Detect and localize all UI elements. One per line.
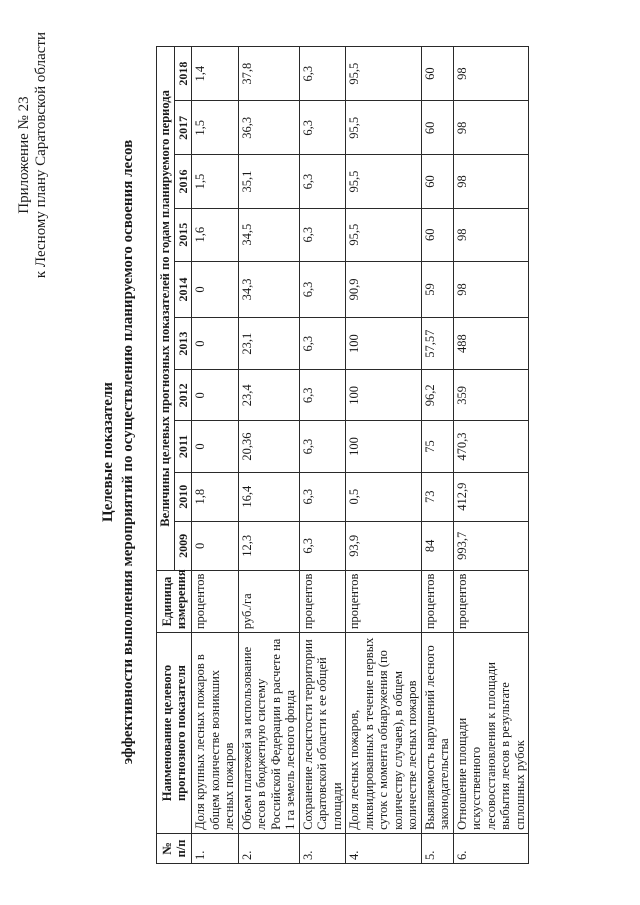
value-cell: 98	[453, 208, 529, 261]
value-cell: 98	[453, 261, 529, 317]
value-cell: 90,9	[346, 261, 422, 317]
value-cell: 359	[453, 370, 529, 421]
value-cell: 6,3	[299, 521, 346, 570]
value-cell: 60	[421, 155, 453, 208]
appendix-reference: к Лесному плану Саратовской области	[33, 32, 49, 279]
value-cell: 6,3	[299, 47, 346, 101]
row-number: 2.	[238, 833, 299, 863]
value-cell: 60	[421, 101, 453, 155]
value-cell: 73	[421, 472, 453, 521]
heading-subtitle: эффективности выполнения мероприятий по осуществлению планируемого освоения лесов	[120, 139, 136, 765]
value-cell: 412,9	[453, 472, 529, 521]
indicator-name: Доля крупных лесных пожаров в общем количестве возникших лесных пожаров	[192, 633, 239, 834]
value-cell: 6,3	[299, 318, 346, 370]
unit-cell: процентов	[346, 570, 422, 632]
table-row	[238, 47, 299, 864]
heading-title: Целевые показатели	[100, 382, 116, 522]
value-cell: 96,2	[421, 370, 453, 421]
value-cell: 57,57	[421, 318, 453, 370]
row-number: 5.	[421, 833, 453, 863]
value-cell: 6,3	[299, 472, 346, 521]
table-row	[192, 47, 239, 864]
value-cell: 60	[421, 47, 453, 101]
table-header-row	[157, 47, 175, 864]
appendix-note	[16, 32, 50, 278]
value-cell: 6,3	[299, 101, 346, 155]
header-number: № п/п	[157, 833, 192, 863]
value-cell: 98	[453, 155, 529, 208]
indicator-name: Выявляемость нарушений лесного законодательства	[421, 633, 453, 834]
value-cell: 0,5	[346, 472, 422, 521]
value-cell: 0	[192, 421, 239, 472]
unit-cell: процентов	[421, 570, 453, 632]
table-row	[346, 47, 422, 864]
value-cell: 100	[346, 318, 422, 370]
value-cell: 6,3	[299, 370, 346, 421]
table-row	[299, 47, 346, 864]
value-cell: 60	[421, 208, 453, 261]
value-cell: 470,3	[453, 421, 529, 472]
table-row	[421, 47, 453, 864]
header-year: 2018	[174, 47, 192, 101]
row-number: 1.	[192, 833, 239, 863]
value-cell: 84	[421, 521, 453, 570]
value-cell: 0	[192, 370, 239, 421]
header-year: 2013	[174, 318, 192, 370]
value-cell: 75	[421, 421, 453, 472]
value-cell: 95,5	[346, 101, 422, 155]
row-number: 4.	[346, 833, 422, 863]
value-cell: 35,1	[238, 155, 299, 208]
value-cell: 100	[346, 421, 422, 472]
table-row	[453, 47, 529, 864]
header-values-by-year: Величины целевых прогнозных показателей по годам планируемого периода	[157, 47, 175, 571]
value-cell: 488	[453, 318, 529, 370]
value-cell: 20,36	[238, 421, 299, 472]
header-year: 2011	[174, 421, 192, 472]
value-cell: 34,5	[238, 208, 299, 261]
value-cell: 95,5	[346, 208, 422, 261]
indicators-table	[156, 46, 529, 864]
appendix-number: Приложение № 23	[16, 96, 32, 214]
indicator-name: Доля лесных пожаров, ликвидированных в течение первых суток с момента обнаружения (по количеству случаев), в общем количестве лесных пожаров	[346, 633, 422, 834]
unit-cell: процентов	[192, 570, 239, 632]
unit-cell: процентов	[299, 570, 346, 632]
header-year: 2010	[174, 472, 192, 521]
document-heading	[98, 22, 138, 882]
indicator-name: Отношение площади искусственного лесовосстановления к площади выбытия лесов в результате сплошных рубок	[453, 633, 529, 834]
value-cell: 34,3	[238, 261, 299, 317]
value-cell: 1,4	[192, 47, 239, 101]
row-number: 3.	[299, 833, 346, 863]
value-cell: 37,8	[238, 47, 299, 101]
indicator-name: Сохранение лесистости территории Саратовской области к ее общей площади	[299, 633, 346, 834]
unit-cell: процентов	[453, 570, 529, 632]
value-cell: 59	[421, 261, 453, 317]
header-year: 2015	[174, 208, 192, 261]
value-cell: 16,4	[238, 472, 299, 521]
indicator-name: Объем платежей за использование лесов в бюджетную систему Российской Федерации в расчете на 1 га земель лесного фонда	[238, 633, 299, 834]
unit-cell: руб./га	[238, 570, 299, 632]
header-indicator-name: Наименование целевого прогнозного показателя	[157, 633, 192, 834]
row-number: 6.	[453, 833, 529, 863]
value-cell: 98	[453, 47, 529, 101]
value-cell: 1,5	[192, 101, 239, 155]
header-unit: Единица измерения	[157, 570, 192, 632]
header-year: 2014	[174, 261, 192, 317]
value-cell: 100	[346, 370, 422, 421]
value-cell: 6,3	[299, 155, 346, 208]
value-cell: 1,6	[192, 208, 239, 261]
value-cell: 6,3	[299, 208, 346, 261]
header-year: 2009	[174, 521, 192, 570]
value-cell: 0	[192, 318, 239, 370]
value-cell: 0	[192, 261, 239, 317]
value-cell: 98	[453, 101, 529, 155]
value-cell: 6,3	[299, 421, 346, 472]
value-cell: 0	[192, 521, 239, 570]
value-cell: 95,5	[346, 155, 422, 208]
header-year: 2016	[174, 155, 192, 208]
value-cell: 6,3	[299, 261, 346, 317]
value-cell: 36,3	[238, 101, 299, 155]
value-cell: 993,7	[453, 521, 529, 570]
value-cell: 1,5	[192, 155, 239, 208]
value-cell: 12,3	[238, 521, 299, 570]
value-cell: 1,8	[192, 472, 239, 521]
value-cell: 23,4	[238, 370, 299, 421]
table-body	[192, 47, 529, 864]
value-cell: 23,1	[238, 318, 299, 370]
value-cell: 93,9	[346, 521, 422, 570]
rotated-document-page	[10, 22, 630, 882]
header-year: 2017	[174, 101, 192, 155]
value-cell: 95,5	[346, 47, 422, 101]
header-year: 2012	[174, 370, 192, 421]
